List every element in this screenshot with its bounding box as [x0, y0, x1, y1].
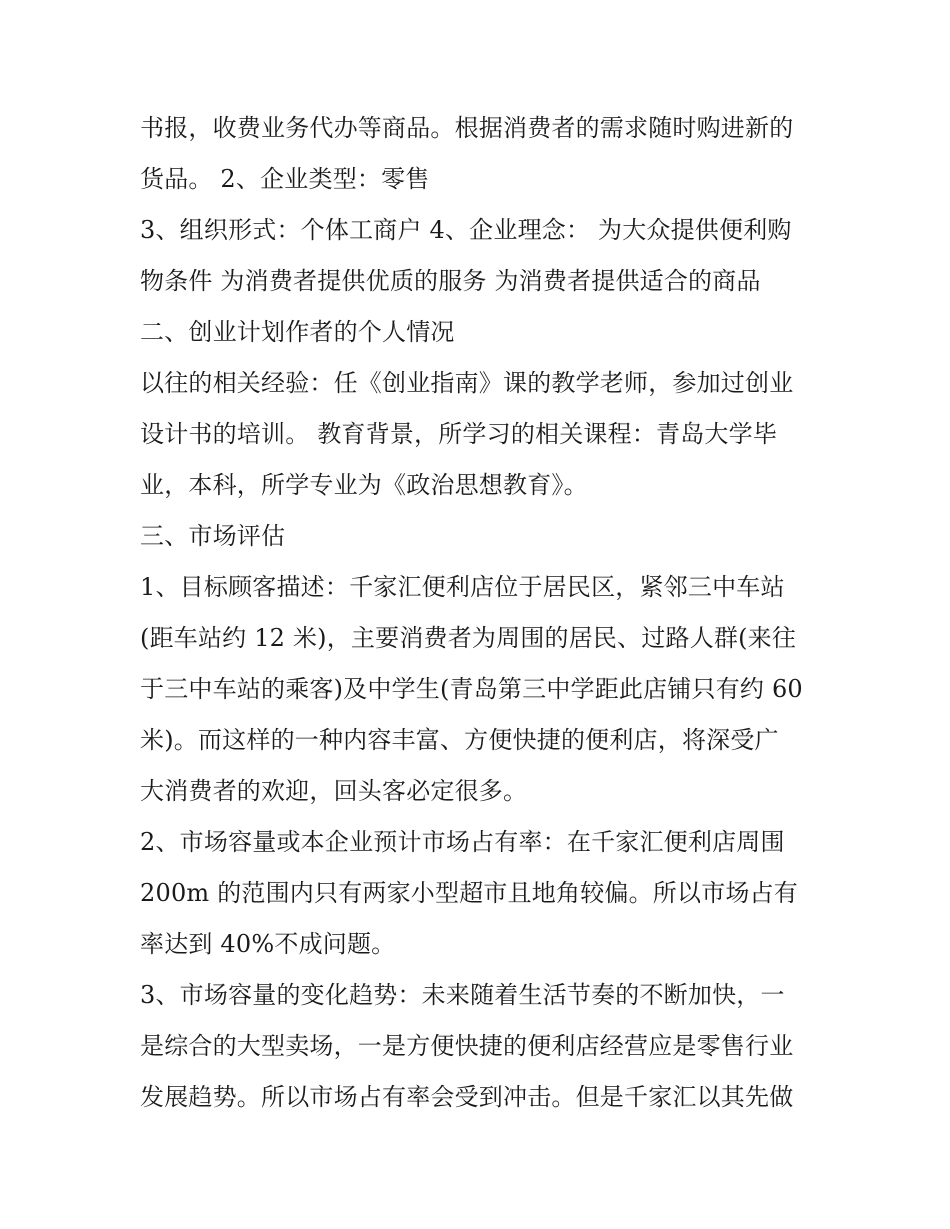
text-line: 发展趋势。所以市场占有率会受到冲击。但是千家汇以其先做: [140, 1083, 794, 1111]
text-line: 以往的相关经验：任《创业指南》课的教学老师，参加过创业: [140, 369, 794, 397]
text-line: 米)。而这样的一种内容丰富、方便快捷的便利店，将深受广: [140, 726, 779, 754]
text-line: 于三中车站的乘客)及中学生(青岛第三中学距此店铺只有约 60: [140, 675, 803, 703]
text-line: 大消费者的欢迎，回头客必定很多。: [140, 777, 528, 805]
section-heading: 三、市场评估: [140, 522, 286, 550]
text-line: 物条件 为消费者提供优质的服务 为消费者提供适合的商品: [140, 267, 761, 295]
text-line: 率达到 40%不成问题。: [140, 930, 396, 958]
text-line: 货品。 2、企业类型：零售: [140, 165, 430, 193]
text-line: (距车站约 12 米)，主要消费者为周围的居民、过路人群(来往: [140, 624, 797, 652]
text-line: 设计书的培训。 教育背景，所学习的相关课程：青岛大学毕: [140, 420, 778, 448]
text-line: 书报，收费业务代办等商品。根据消费者的需求随时购进新的: [140, 114, 794, 142]
section-heading: 二、创业计划作者的个人情况: [140, 318, 455, 346]
text-line: 1、目标顾客描述：千家汇便利店位于居民区，紧邻三中车站: [140, 573, 785, 601]
text-line: 2、市场容量或本企业预计市场占有率：在千家汇便利店周围: [140, 828, 785, 856]
text-line: 200m 的范围内只有两家小型超市且地角较偏。所以市场占有: [140, 879, 798, 907]
text-line: 业，本科，所学专业为《政治思想教育》。: [140, 471, 588, 499]
text-line: 3、组织形式：个体工商户 4、企业理念： 为大众提供便利购: [140, 216, 792, 244]
text-line: 3、市场容量的变化趋势：未来随着生活节奏的不断加快，一: [140, 981, 785, 1009]
text-line: 是综合的大型卖场，一是方便快捷的便利店经营应是零售行业: [140, 1032, 794, 1060]
